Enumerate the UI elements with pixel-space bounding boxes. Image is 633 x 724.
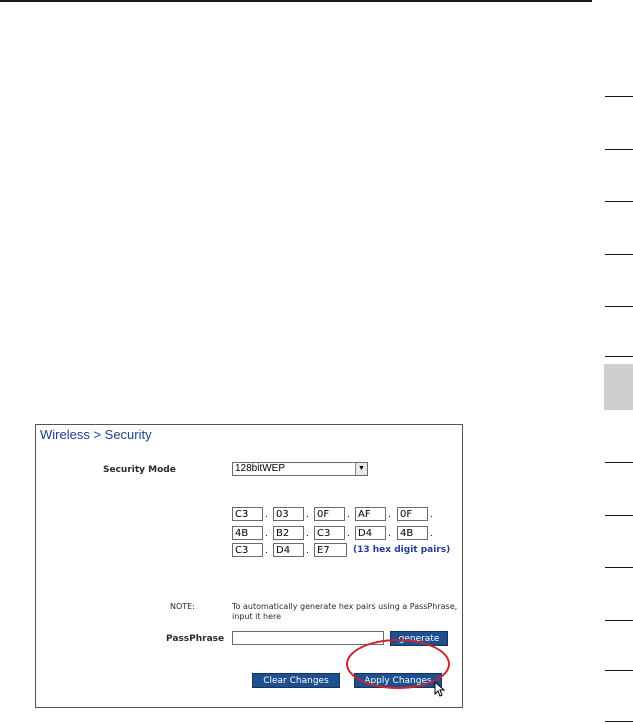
key-separator: . (265, 545, 268, 556)
wep-key-byte[interactable]: B2 (273, 526, 304, 540)
key-separator: . (430, 509, 433, 520)
key-separator: . (306, 509, 309, 520)
key-separator: . (388, 528, 391, 539)
chevron-down-icon[interactable]: ▼ (355, 463, 367, 475)
wep-key-byte[interactable]: AF (355, 507, 386, 521)
key-separator: . (388, 509, 391, 520)
key-separator: . (306, 545, 309, 556)
section-marker (605, 721, 633, 722)
wep-key-byte-empty[interactable] (330, 543, 347, 557)
apply-changes-button[interactable]: Apply Changes (354, 673, 442, 688)
key-separator: . (347, 528, 350, 539)
wep-key-byte[interactable]: 0F (397, 507, 428, 521)
section-marker (605, 567, 633, 568)
passphrase-input[interactable] (232, 631, 384, 645)
header-rule (0, 0, 592, 2)
page-title: Wireless > Security (40, 427, 152, 442)
section-marker (605, 462, 633, 463)
wep-key-byte[interactable]: 03 (273, 507, 304, 521)
security-mode-label: Security Mode (103, 465, 176, 475)
wep-key-byte[interactable]: D4 (355, 526, 386, 540)
note-text: To automatically generate hex pairs using a PassPhrase, input it here (232, 602, 458, 621)
clear-changes-button[interactable]: Clear Changes (252, 673, 340, 688)
mouse-pointer-icon (434, 681, 446, 697)
section-marker (605, 515, 633, 516)
key-separator: . (265, 528, 268, 539)
wep-key-byte[interactable]: C3 (232, 507, 263, 521)
security-mode-select[interactable] (232, 462, 368, 476)
section-marker (605, 96, 633, 97)
section-marker-active (604, 364, 633, 410)
key-separator: . (347, 509, 350, 520)
section-marker (605, 670, 633, 671)
wep-key-byte[interactable]: E7 (314, 543, 336, 557)
security-mode-value: 128bitWEP (235, 463, 286, 474)
section-marker (605, 149, 633, 150)
wep-key-byte[interactable]: D4 (273, 543, 304, 557)
wep-key-byte[interactable]: C3 (232, 543, 263, 557)
note-label: NOTE: (170, 602, 195, 611)
wep-key-byte[interactable]: 4B (232, 526, 263, 540)
wep-key-byte[interactable]: 4B (397, 526, 428, 540)
section-marker (605, 254, 633, 255)
wep-key-byte[interactable]: 0F (314, 507, 345, 521)
wireless-security-panel (35, 424, 463, 708)
key-separator: . (306, 528, 309, 539)
key-separator: . (430, 528, 433, 539)
key-separator: . (265, 509, 268, 520)
passphrase-label: PassPhrase (166, 634, 225, 644)
section-marker (605, 201, 633, 202)
generate-button[interactable]: generate (390, 631, 448, 646)
wep-key-byte[interactable]: C3 (314, 526, 345, 540)
section-marker (605, 306, 633, 307)
section-marker (605, 620, 633, 621)
section-marker (605, 356, 633, 357)
hex-pairs-hint: (13 hex digit pairs) (353, 545, 451, 555)
